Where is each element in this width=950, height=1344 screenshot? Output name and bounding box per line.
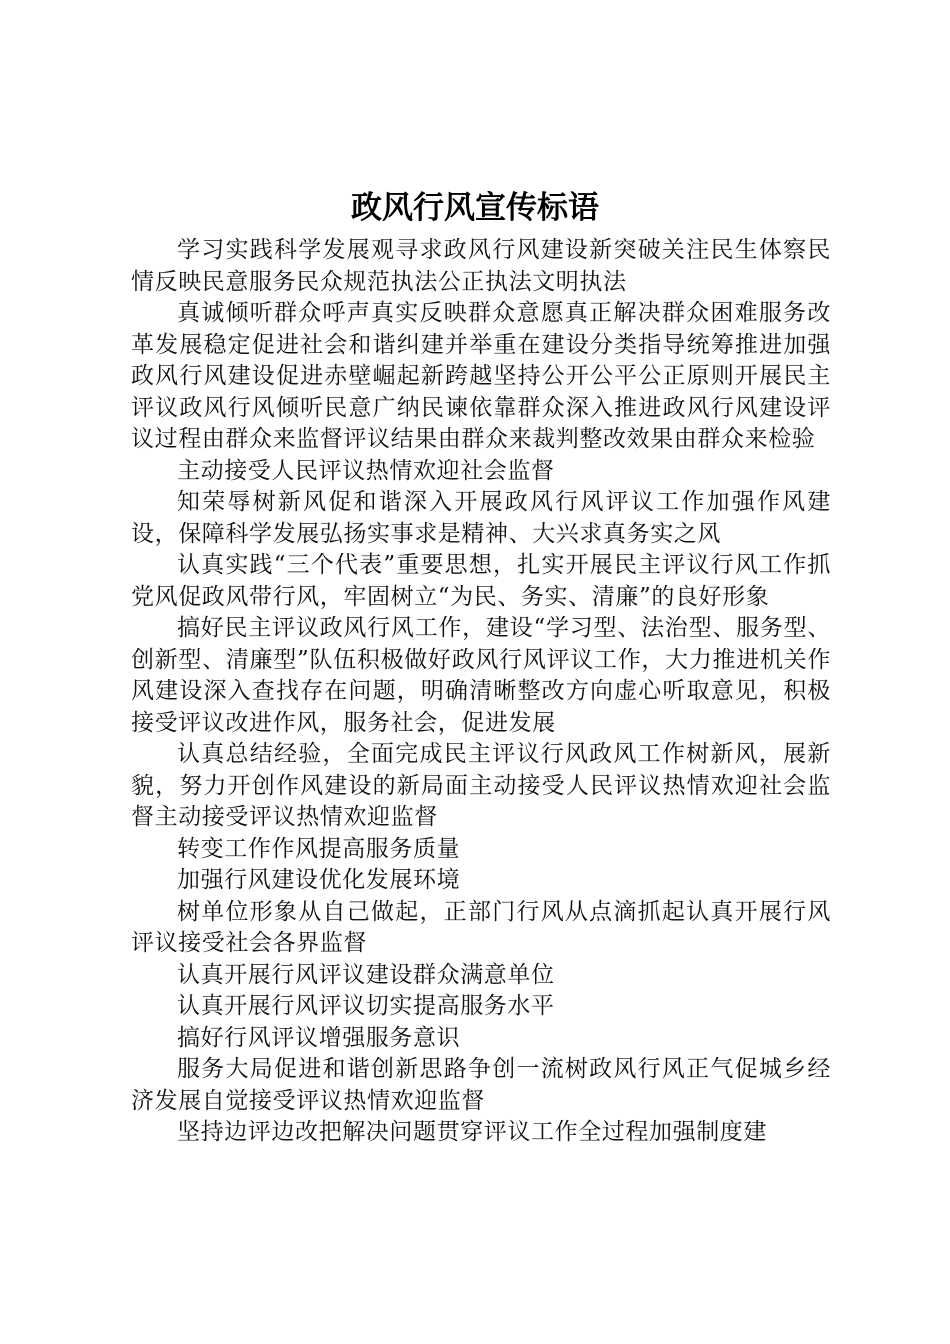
paragraph: 坚持边评边改把解决问题贯穿评议工作全过程加强制度建 [177, 1119, 767, 1145]
paragraph: 知荣辱树新风促和谐深入开展政风行风评议工作加强作风建设，保障科学发展弘扬实事求是精神、大兴求真务实之风 [131, 489, 831, 547]
paragraph: 主动接受人民评议热情欢迎社会监督 [177, 457, 555, 484]
paragraph: 认真开展行风评议建设群众满意单位 [177, 961, 555, 988]
paragraph: 真诚倾听群众呼声真实反映群众意愿真正解决群众困难服务改革发展稳定促进社会和谐纠建并举重在建设分类指导统筹推进加强政风行风建设促进赤壁崛起新跨越坚持公开公平公正原则开展民主评议政风行风倾听民意广纳民谏依靠群众深入推进政风行风建设评议过程由群众来监督评议结果由群众来裁判整改效果由群众来检验 [131, 300, 831, 452]
paragraph: 认真总结经验，全面完成民主评议行风政风工作树新风，展新貌，努力开创作风建设的新局面主动接受人民评议热情欢迎社会监督主动接受评议热情欢迎监督 [131, 741, 831, 830]
paragraph: 搞好民主评议政风行风工作，建设“学习型、法治型、服务型、创新型、清廉型”队伍积极做好政风行风评议工作，大力推进机关作风建设深入查找存在问题，明确清晰整改方向虚心听取意见，积极接受评议改进作风，服务社会，促进发展 [131, 615, 831, 736]
paragraph: 加强行风建设优化发展环境 [177, 867, 461, 893]
paragraph: 服务大局促进和谐创新思路争创一流树政风行风正气促城乡经济发展自觉接受评议热情欢迎监督 [131, 1056, 831, 1114]
paragraph: 树单位形象从自己做起，正部门行风从点滴抓起认真开展行风评议接受社会各界监督 [131, 898, 831, 956]
document-body [131, 235, 831, 1149]
document-title: 政风行风宣传标语 [351, 190, 599, 226]
paragraph: 搞好行风评议增强服务意识 [177, 1024, 461, 1051]
paragraph: 认真实践“三个代表”重要思想，扎实开展民主评议行风工作抓党风促政风带行风，牢固树立“为民、务实、清廉”的良好形象 [131, 552, 831, 610]
paragraph: 转变工作作风提高服务质量 [177, 835, 461, 862]
paragraph: 认真开展行风评议切实提高服务水平 [177, 993, 555, 1019]
paragraph: 学习实践科学发展观寻求政风行风建设新突破关注民生体察民情反映民意服务民众规范执法公正执法文明执法 [131, 237, 831, 295]
